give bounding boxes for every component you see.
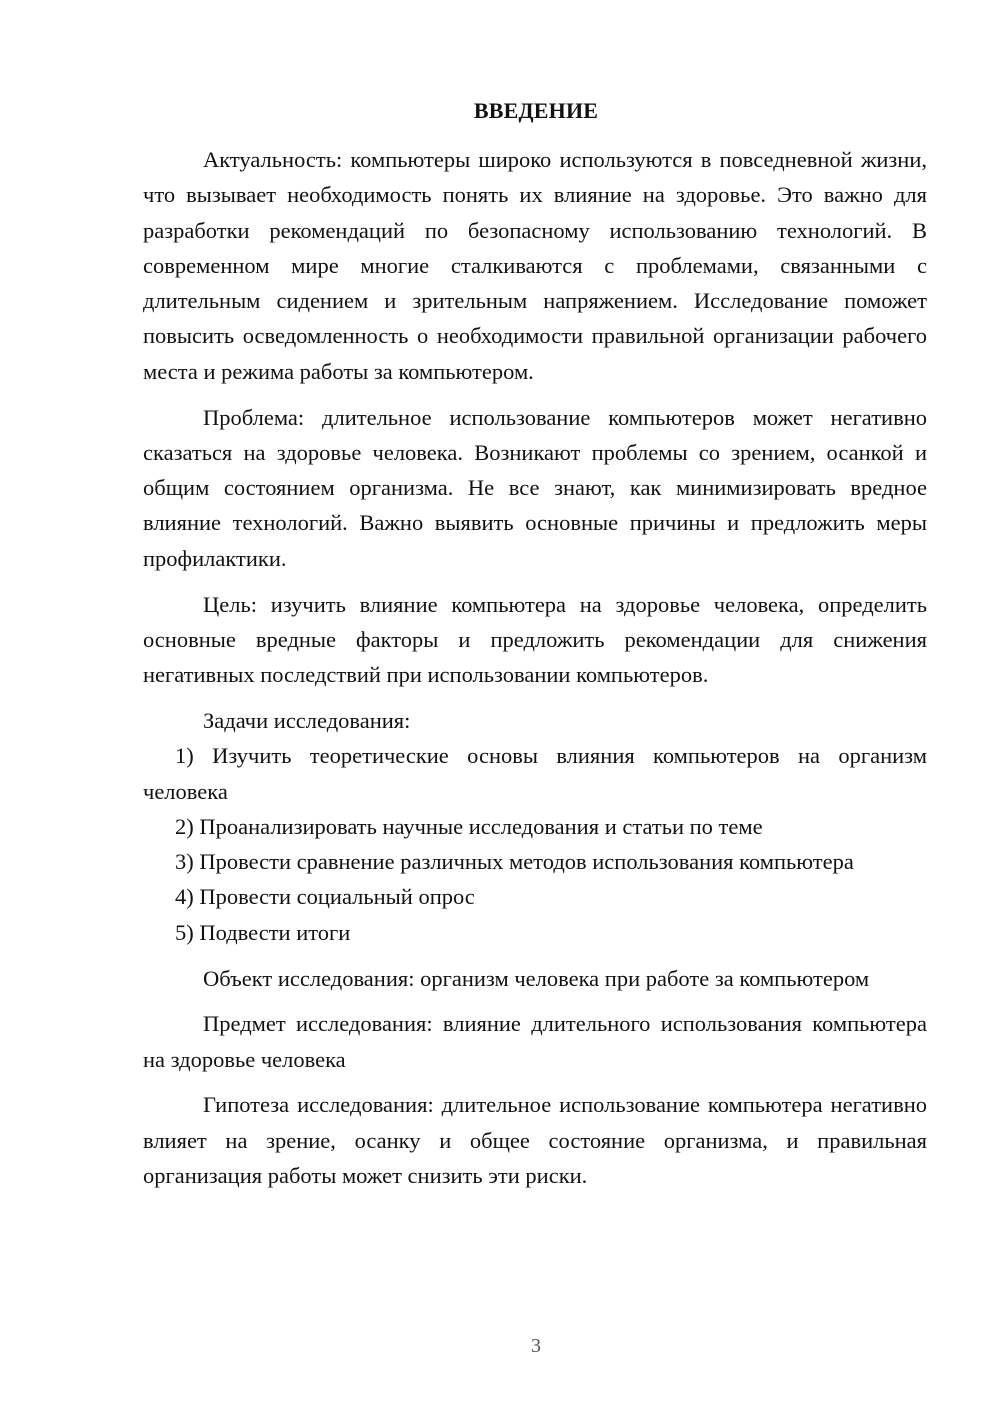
tasks-heading: Задачи исследования: [203,707,411,733]
paragraph-hypothesis: Гипотеза исследования: длительное использование компьютера негативно влияет на зрение, осанку и общее состояние организма, и правильная организация работы может снизить эти риски. [143,1092,927,1189]
task-item-2: 2) Проанализировать научные исследования и статьи по теме [175,813,763,839]
page-number: 3 [531,1335,541,1357]
document-body [143,142,927,1193]
paragraph-problem: Проблема: длительное использование компьютеров может негативно сказаться на здоровье человека. Возникают проблемы со зрением, осанкой и общим состоянием организма. Не все знают, как минимизировать вредное влияние технологий. Важно выявить основные причины и предложить меры профилактики. [143,404,927,571]
task-item-4: 4) Провести социальный опрос [175,884,475,910]
page-title: ВВЕДЕНИЕ [473,98,599,123]
paragraph-subject: Предмет исследования: влияние длительного использования компьютера на здоровье человека [143,1011,927,1072]
paragraph-relevance: Актуальность: компьютеры широко используются в повседневной жизни, что вызывает необходимость понять их влияние на здоровье. Это важно для разработки рекомендаций по безопасному использованию технологий. В современном мире многие сталкиваются с проблемами, связанными с длительным сидением и зрительным напряжением. Исследование поможет повысить осведомленность о необходимости правильной организации рабочего места и режима работы за компьютером. [143,147,927,384]
task-item-5: 5) Подвести итоги [175,919,351,945]
task-item-1: 1) Изучить теоретические основы влияния компьютеров на организм человека [143,743,927,804]
paragraph-goal: Цель: изучить влияние компьютера на здоровье человека, определить основные вредные факторы и предложить рекомендации для снижения негативных последствий при использовании компьютеров. [143,591,927,688]
paragraph-object: Объект исследования: организм человека при работе за компьютером [203,965,870,991]
task-item-3: 3) Провести сравнение различных методов использования компьютера [175,849,854,875]
